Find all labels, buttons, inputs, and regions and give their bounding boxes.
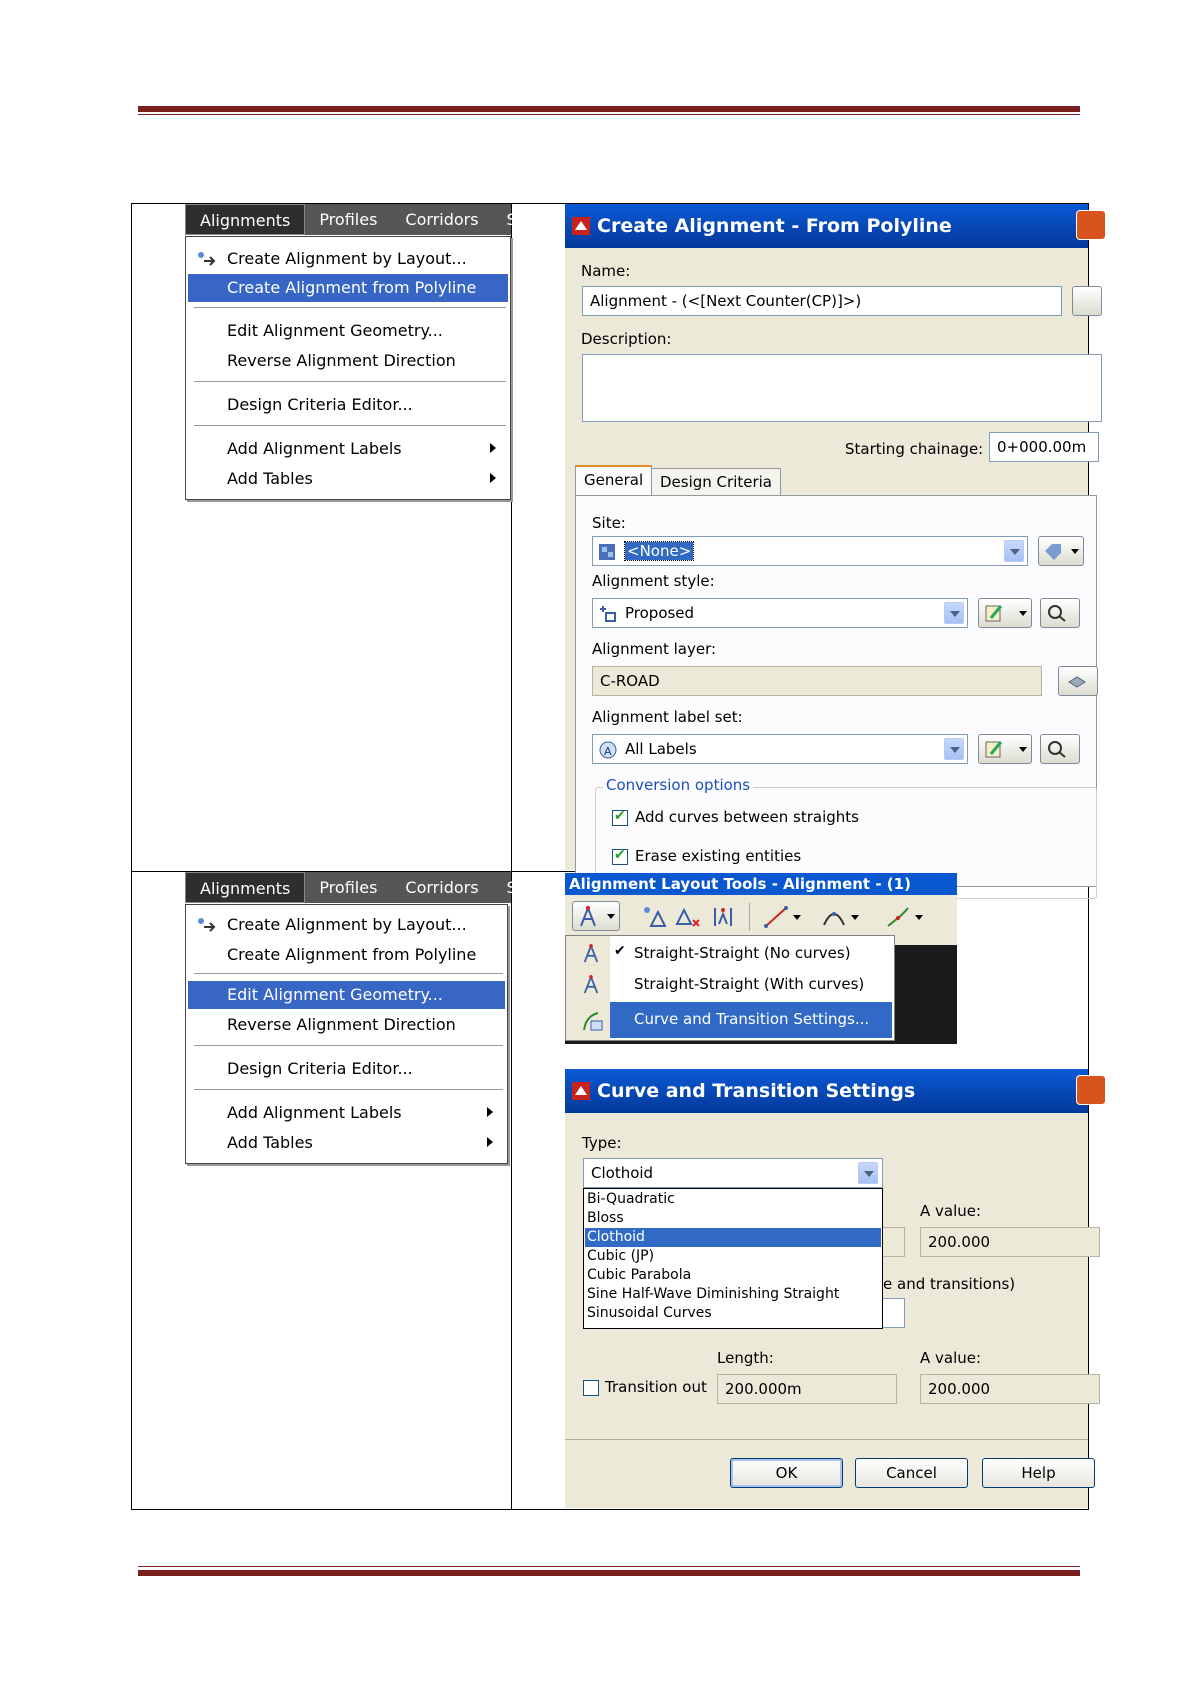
alignment-layout-icon (582, 943, 600, 965)
cancel-button[interactable]: Cancel (855, 1458, 968, 1488)
menu-item-curve-transition-settings[interactable] (568, 1002, 892, 1038)
menu-item-add-tables[interactable] (188, 465, 508, 493)
transition-out-checkbox[interactable] (583, 1380, 599, 1396)
menu-item-label: Reverse Alignment Direction (227, 1015, 456, 1034)
type-option[interactable]: Clothoid (585, 1228, 881, 1247)
submenu-arrow-icon (490, 473, 496, 483)
menu-item-design-criteria-editor[interactable] (188, 1055, 505, 1083)
menu-item-with-curves[interactable] (568, 969, 892, 999)
site-dropdown-button[interactable] (1004, 540, 1024, 562)
spiral-tool-button[interactable] (883, 903, 929, 931)
type-option[interactable]: Bi-Quadratic (587, 1191, 675, 1207)
alignment-label-set-preview-button[interactable] (1040, 734, 1080, 764)
menu-item-label: Design Criteria Editor... (227, 1059, 413, 1078)
menu-alignments[interactable]: Alignments (185, 872, 305, 903)
table-border-bottom (131, 1509, 1089, 1510)
tag-icon (1043, 542, 1063, 560)
checkmark-icon: ✔ (614, 943, 626, 959)
menu-separator (194, 381, 506, 383)
layout-icon (196, 916, 218, 934)
a-value-1-field: 200.000 (920, 1227, 1100, 1257)
menu-item-label: Create Alignment by Layout... (227, 249, 467, 268)
alignment-layer-field: C-ROAD (592, 666, 1042, 696)
chevron-down-icon (1071, 549, 1079, 554)
type-option[interactable]: Sine Half-Wave Diminishing Straight (587, 1286, 840, 1302)
submenu-arrow-icon (487, 1107, 493, 1117)
menu-item-label: Edit Alignment Geometry... (227, 985, 443, 1004)
site-combo[interactable] (592, 536, 1028, 566)
table-divider-vertical (511, 203, 512, 1510)
alignment-layout-icon (582, 974, 600, 996)
alignment-label-set-label: Alignment label set: (592, 708, 743, 726)
menu-item-create-from-polyline[interactable] (188, 941, 505, 969)
menu-profiles[interactable]: Profiles (319, 210, 378, 229)
alignment-style-combo[interactable] (592, 598, 968, 628)
alignment-label-set-dropdown-button[interactable] (944, 738, 964, 760)
menu-item-reverse-direction[interactable] (188, 1011, 505, 1039)
curve-settings-icon (582, 1010, 604, 1032)
description-input[interactable] (582, 354, 1102, 422)
menu-item-label: Add Alignment Labels (227, 439, 402, 458)
menu-item-label: Add Tables (227, 1133, 313, 1152)
transition-out-label: Transition out (605, 1378, 707, 1396)
menu-item-edit-geometry[interactable] (188, 317, 508, 345)
alignment-label-set-combo[interactable] (592, 734, 968, 764)
edit-style-icon (985, 604, 1005, 622)
alignment-style-dropdown-button[interactable] (944, 602, 964, 624)
menu-item-label: Add Alignment Labels (227, 1103, 402, 1122)
menu-separator (194, 1089, 503, 1091)
drawing-area-strip (895, 945, 957, 1044)
alignment-style-label: Alignment style: (592, 572, 715, 590)
submenu-arrow-icon (490, 443, 496, 453)
site-properties-button[interactable] (1038, 536, 1084, 566)
menu-item-label: Curve and Transition Settings... (634, 1010, 870, 1028)
chevron-down-icon (607, 914, 615, 919)
submenu-arrow-icon (487, 1137, 493, 1147)
menu-item-label: Create Alignment from Polyline (227, 945, 477, 964)
chevron-down-icon (793, 915, 801, 920)
label-set-icon (598, 740, 618, 760)
menu-item-label: Create Alignment from Polyline (227, 278, 477, 297)
menu-item-add-alignment-labels[interactable] (188, 1099, 505, 1127)
a-value-label-1: A value: (920, 1202, 982, 1220)
name-template-button[interactable] (1072, 286, 1102, 316)
break-apart-pi-icon[interactable] (711, 906, 735, 928)
menu-item-add-tables[interactable] (188, 1129, 505, 1157)
menu-item-no-curves[interactable] (568, 938, 892, 968)
transition-out-length-field: 200.000m (717, 1374, 897, 1404)
type-option[interactable]: Sinusoidal Curves (587, 1305, 712, 1321)
type-dropdown-button[interactable] (858, 1162, 878, 1184)
chevron-down-icon (1019, 611, 1027, 616)
menu-item-label: Straight-Straight (No curves) (634, 944, 851, 962)
dialog-title: Curve and Transition Settings (597, 1080, 916, 1102)
menu-bar-2 (185, 872, 527, 903)
menu-separator (194, 425, 506, 427)
menu-bar-1 (185, 204, 527, 235)
dialog-title-bar (565, 1069, 1088, 1113)
help-button[interactable]: Help (982, 1458, 1095, 1488)
name-input[interactable]: Alignment - (<[Next Counter(CP)]>) (582, 286, 1062, 316)
description-label: Description: (581, 330, 672, 348)
edit-style-icon (985, 740, 1005, 758)
magnifier-icon (1047, 604, 1067, 622)
table-border-left (131, 203, 132, 1510)
menu-item-edit-geometry[interactable] (188, 981, 505, 1009)
menu-separator (194, 973, 503, 975)
alignment-label-set-value: All Labels (625, 740, 697, 758)
style-icon (598, 605, 618, 623)
svg-text:A: A (604, 745, 612, 758)
type-combo[interactable]: Clothoid (583, 1158, 883, 1188)
menu-item-create-by-layout[interactable] (188, 245, 508, 273)
name-label: Name: (581, 262, 631, 280)
alignment-style-value: Proposed (625, 604, 695, 622)
alignment-style-edit-button[interactable] (978, 598, 1032, 628)
erase-entities-checkbox[interactable] (612, 849, 628, 865)
dialog-title: Create Alignment - From Polyline (597, 215, 952, 237)
alignments-menu-2 (185, 904, 508, 1164)
alignment-style-preview-button[interactable] (1040, 598, 1080, 628)
tab-general[interactable]: General (575, 465, 652, 496)
site-icon (598, 543, 616, 561)
menu-item-create-from-polyline[interactable] (188, 274, 508, 302)
chevron-down-icon (915, 915, 923, 920)
alignment-layout-tools-toolbar (565, 873, 957, 1044)
header-rule (138, 106, 1080, 112)
menu-item-label: Straight-Straight (With curves) (634, 975, 865, 993)
close-icon[interactable] (1076, 210, 1106, 240)
menu-alignments[interactable]: Alignments (185, 204, 305, 235)
close-icon[interactable] (1076, 1075, 1106, 1105)
site-label: Site: (592, 514, 626, 532)
menu-item-add-alignment-labels[interactable] (188, 435, 508, 463)
menu-corridors[interactable]: Corridors (405, 878, 479, 897)
starting-chainage-label: Starting chainage: (845, 440, 984, 458)
alignments-menu-1 (185, 236, 511, 500)
curve-tool-icon (821, 905, 847, 929)
menu-separator (194, 1045, 503, 1047)
menu-item-design-criteria-editor[interactable] (188, 391, 508, 419)
civil3d-icon (571, 1081, 591, 1101)
menu-item-create-by-layout[interactable] (188, 911, 505, 939)
site-value: <None> (627, 542, 692, 560)
type-label: Type: (582, 1134, 622, 1152)
curve-settings-split-button[interactable] (572, 901, 620, 931)
insert-pi-icon[interactable] (643, 906, 667, 928)
dialog-title-bar (565, 204, 1088, 248)
menu-corridors[interactable]: Corridors (405, 210, 479, 229)
menu-item-reverse-direction[interactable] (188, 347, 508, 375)
create-alignment-dialog (565, 204, 1088, 870)
add-curves-label: Add curves between straights (635, 808, 859, 826)
civil3d-icon (571, 216, 591, 236)
split-button-dropdown-menu (565, 935, 895, 1041)
type-options-list (583, 1188, 883, 1329)
alignment-layout-icon (578, 906, 598, 928)
alignment-layer-button[interactable] (1058, 666, 1098, 696)
layout-icon (196, 250, 218, 268)
footer-rule (138, 1570, 1080, 1576)
menu-item-label: Create Alignment by Layout... (227, 915, 467, 934)
a-value-label-2: A value: (920, 1349, 982, 1367)
button-separator (565, 1439, 1088, 1440)
tab-design-criteria[interactable]: Design Criteria (651, 468, 781, 496)
menu-separator (194, 307, 506, 309)
partial-option-text: e and transitions) (883, 1275, 1016, 1293)
length-label: Length: (717, 1349, 774, 1367)
layer-icon (1067, 674, 1087, 690)
magnifier-icon (1047, 740, 1067, 758)
chevron-down-icon (1019, 747, 1027, 752)
menu-item-label: Design Criteria Editor... (227, 395, 413, 414)
chevron-down-icon (851, 915, 859, 920)
spiral-tool-icon (885, 905, 911, 929)
menu-item-label: Add Tables (227, 469, 313, 488)
toolbar-title: Alignment Layout Tools - Alignment - (1) (565, 873, 957, 895)
conversion-options-label: Conversion options (603, 776, 753, 794)
type-option[interactable]: Cubic (JP) (587, 1248, 655, 1264)
menu-profiles[interactable]: Profiles (319, 878, 378, 897)
type-option[interactable]: Bloss (587, 1210, 624, 1226)
delete-pi-icon[interactable] (675, 906, 701, 928)
menu-sections-truncated[interactable]: Se (506, 878, 527, 897)
type-option[interactable]: Cubic Parabola (587, 1267, 692, 1283)
toolbar-separator (749, 903, 750, 931)
ok-button[interactable]: OK (730, 1458, 843, 1488)
curve-transition-dialog (565, 1069, 1088, 1508)
line-tool-icon (763, 905, 789, 929)
a-value-2-field: 200.000 (920, 1374, 1100, 1404)
alignment-label-set-edit-button[interactable] (978, 734, 1032, 764)
alignment-layer-label: Alignment layer: (592, 640, 717, 658)
menu-sections-truncated[interactable]: Se (506, 210, 527, 229)
add-curves-checkbox[interactable] (612, 810, 628, 826)
erase-entities-label: Erase existing entities (635, 847, 802, 865)
menu-item-label: Reverse Alignment Direction (227, 351, 456, 370)
starting-chainage-input[interactable]: 0+000.00m (989, 432, 1099, 462)
menu-item-label: Edit Alignment Geometry... (227, 321, 443, 340)
fixed-line-button[interactable] (761, 903, 807, 931)
curve-tool-button[interactable] (819, 903, 865, 931)
